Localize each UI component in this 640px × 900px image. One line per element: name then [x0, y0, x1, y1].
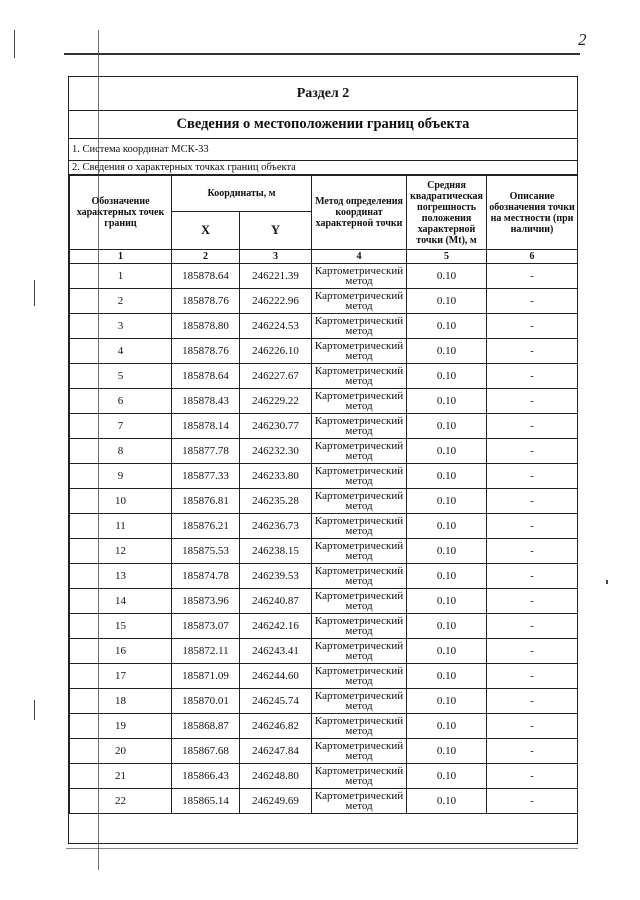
error-value: 0.10 [407, 539, 487, 564]
y-coordinate: 246232.30 [240, 439, 312, 464]
column-number: 3 [240, 250, 312, 264]
x-coordinate: 185871.09 [172, 664, 240, 689]
point-description: - [487, 339, 578, 364]
method: Картометрический метод [312, 439, 407, 464]
point-id: 21 [70, 764, 172, 789]
point-id: 2 [70, 289, 172, 314]
y-coordinate: 246229.22 [240, 389, 312, 414]
point-id: 8 [70, 439, 172, 464]
method: Картометрический метод [312, 414, 407, 439]
table-row [70, 639, 578, 664]
x-coordinate: 185878.76 [172, 339, 240, 364]
error-value: 0.10 [407, 314, 487, 339]
column-number-row [70, 250, 578, 264]
y-coordinate: 246222.96 [240, 289, 312, 314]
method: Картометрический метод [312, 789, 407, 814]
method: Картометрический метод [312, 764, 407, 789]
point-id: 20 [70, 739, 172, 764]
table-row [70, 264, 578, 289]
x-coordinate: 185878.64 [172, 264, 240, 289]
header-description: Описание обозначения точки на местности (при наличии) [487, 176, 578, 250]
point-id: 4 [70, 339, 172, 364]
y-coordinate: 246247.84 [240, 739, 312, 764]
scan-mark-left-2 [34, 280, 35, 306]
y-coordinate: 246244.60 [240, 664, 312, 689]
table-row [70, 564, 578, 589]
point-id: 18 [70, 689, 172, 714]
error-value: 0.10 [407, 739, 487, 764]
y-coordinate: 246239.53 [240, 564, 312, 589]
x-coordinate: 185873.96 [172, 589, 240, 614]
characteristic-points-label: 2. Сведения о характерных точках границ объекта [69, 161, 577, 175]
point-description: - [487, 389, 578, 414]
y-coordinate: 246221.39 [240, 264, 312, 289]
point-description: - [487, 689, 578, 714]
y-coordinate: 246242.16 [240, 614, 312, 639]
section-heading: Сведения о местоположении границ объекта [69, 111, 577, 139]
error-value: 0.10 [407, 364, 487, 389]
method: Картометрический метод [312, 364, 407, 389]
y-coordinate: 246248.80 [240, 764, 312, 789]
y-coordinate: 246226.10 [240, 339, 312, 364]
x-coordinate: 185867.68 [172, 739, 240, 764]
y-coordinate: 246243.41 [240, 639, 312, 664]
y-coordinate: 246249.69 [240, 789, 312, 814]
error-value: 0.10 [407, 689, 487, 714]
point-description: - [487, 789, 578, 814]
boundary-points-table [69, 175, 578, 814]
section-title: Раздел 2 [69, 77, 577, 111]
method: Картометрический метод [312, 539, 407, 564]
table-row [70, 339, 578, 364]
x-coordinate: 185878.43 [172, 389, 240, 414]
x-coordinate: 185877.33 [172, 464, 240, 489]
error-value: 0.10 [407, 764, 487, 789]
point-description: - [487, 539, 578, 564]
header-x: X [172, 212, 240, 250]
y-coordinate: 246238.15 [240, 539, 312, 564]
error-value: 0.10 [407, 414, 487, 439]
point-id: 17 [70, 664, 172, 689]
header-point: Обозначение характерных точек границ [70, 176, 172, 250]
point-description: - [487, 514, 578, 539]
error-value: 0.10 [407, 664, 487, 689]
error-value: 0.10 [407, 589, 487, 614]
x-coordinate: 185878.14 [172, 414, 240, 439]
scan-line-top [64, 53, 580, 55]
method: Картометрический метод [312, 639, 407, 664]
point-id: 3 [70, 314, 172, 339]
table-row [70, 589, 578, 614]
point-id: 7 [70, 414, 172, 439]
table-row [70, 764, 578, 789]
method: Картометрический метод [312, 389, 407, 414]
y-coordinate: 246224.53 [240, 314, 312, 339]
table-row [70, 364, 578, 389]
x-coordinate: 185870.01 [172, 689, 240, 714]
x-coordinate: 185877.78 [172, 439, 240, 464]
y-coordinate: 246227.67 [240, 364, 312, 389]
table-row [70, 664, 578, 689]
table-row [70, 464, 578, 489]
header-coordinates: Координаты, м [172, 176, 312, 212]
table-row [70, 539, 578, 564]
method: Картометрический метод [312, 589, 407, 614]
point-id: 14 [70, 589, 172, 614]
method: Картометрический метод [312, 464, 407, 489]
method: Картометрический метод [312, 339, 407, 364]
point-id: 15 [70, 614, 172, 639]
error-value: 0.10 [407, 714, 487, 739]
y-coordinate: 246235.28 [240, 489, 312, 514]
header-y: Y [240, 212, 312, 250]
column-number: 6 [487, 250, 578, 264]
x-coordinate: 185876.21 [172, 514, 240, 539]
point-description: - [487, 639, 578, 664]
table-row [70, 439, 578, 464]
table-row [70, 314, 578, 339]
table-row [70, 714, 578, 739]
column-number: 2 [172, 250, 240, 264]
point-description: - [487, 314, 578, 339]
point-id: 5 [70, 364, 172, 389]
point-id: 9 [70, 464, 172, 489]
point-description: - [487, 714, 578, 739]
page-number: 2 [578, 30, 587, 49]
y-coordinate: 246246.82 [240, 714, 312, 739]
y-coordinate: 246230.77 [240, 414, 312, 439]
error-value: 0.10 [407, 439, 487, 464]
point-id: 1 [70, 264, 172, 289]
table-row [70, 514, 578, 539]
error-value: 0.10 [407, 564, 487, 589]
method: Картометрический метод [312, 514, 407, 539]
x-coordinate: 185872.11 [172, 639, 240, 664]
scan-mark-right [606, 580, 608, 584]
method: Картометрический метод [312, 489, 407, 514]
point-description: - [487, 364, 578, 389]
point-id: 11 [70, 514, 172, 539]
scan-mark-left-3 [34, 700, 35, 720]
method: Картометрический метод [312, 739, 407, 764]
point-description: - [487, 564, 578, 589]
x-coordinate: 185865.14 [172, 789, 240, 814]
table-row [70, 289, 578, 314]
x-coordinate: 185866.43 [172, 764, 240, 789]
point-id: 22 [70, 789, 172, 814]
point-id: 6 [70, 389, 172, 414]
error-value: 0.10 [407, 264, 487, 289]
point-id: 19 [70, 714, 172, 739]
coordinate-system-label: 1. Система координат МСК-33 [69, 139, 577, 161]
column-number: 1 [70, 250, 172, 264]
method: Картометрический метод [312, 614, 407, 639]
x-coordinate: 185878.80 [172, 314, 240, 339]
point-id: 16 [70, 639, 172, 664]
x-coordinate: 185876.81 [172, 489, 240, 514]
column-number: 4 [312, 250, 407, 264]
method: Картометрический метод [312, 714, 407, 739]
y-coordinate: 246236.73 [240, 514, 312, 539]
point-description: - [487, 589, 578, 614]
column-number: 5 [407, 250, 487, 264]
error-value: 0.10 [407, 614, 487, 639]
x-coordinate: 185875.53 [172, 539, 240, 564]
table-row [70, 739, 578, 764]
point-id: 10 [70, 489, 172, 514]
x-coordinate: 185878.76 [172, 289, 240, 314]
point-description: - [487, 664, 578, 689]
point-description: - [487, 414, 578, 439]
point-description: - [487, 264, 578, 289]
error-value: 0.10 [407, 339, 487, 364]
table-row [70, 414, 578, 439]
method: Картометрический метод [312, 564, 407, 589]
method: Картометрический метод [312, 314, 407, 339]
x-coordinate: 185874.78 [172, 564, 240, 589]
point-description: - [487, 439, 578, 464]
x-coordinate: 185873.07 [172, 614, 240, 639]
error-value: 0.10 [407, 789, 487, 814]
error-value: 0.10 [407, 389, 487, 414]
y-coordinate: 246245.74 [240, 689, 312, 714]
x-coordinate: 185878.64 [172, 364, 240, 389]
header-method: Метод определения координат характерной точки [312, 176, 407, 250]
error-value: 0.10 [407, 289, 487, 314]
section-frame [68, 76, 578, 844]
table-row [70, 689, 578, 714]
table-row [70, 789, 578, 814]
method: Картометрический метод [312, 289, 407, 314]
point-id: 13 [70, 564, 172, 589]
header-error: Средняя квадратическая погрешность положения характерной точки (Mt), м [407, 176, 487, 250]
method: Картометрический метод [312, 664, 407, 689]
point-description: - [487, 289, 578, 314]
scan-line-bottom [66, 848, 578, 849]
y-coordinate: 246240.87 [240, 589, 312, 614]
error-value: 0.10 [407, 464, 487, 489]
scan-mark-left-1 [14, 30, 15, 58]
method: Картометрический метод [312, 264, 407, 289]
point-description: - [487, 614, 578, 639]
error-value: 0.10 [407, 489, 487, 514]
table-row [70, 614, 578, 639]
point-description: - [487, 739, 578, 764]
y-coordinate: 246233.80 [240, 464, 312, 489]
x-coordinate: 185868.87 [172, 714, 240, 739]
error-value: 0.10 [407, 514, 487, 539]
table-row [70, 389, 578, 414]
method: Картометрический метод [312, 689, 407, 714]
error-value: 0.10 [407, 639, 487, 664]
point-description: - [487, 764, 578, 789]
point-id: 12 [70, 539, 172, 564]
table-row [70, 489, 578, 514]
point-description: - [487, 464, 578, 489]
point-description: - [487, 489, 578, 514]
